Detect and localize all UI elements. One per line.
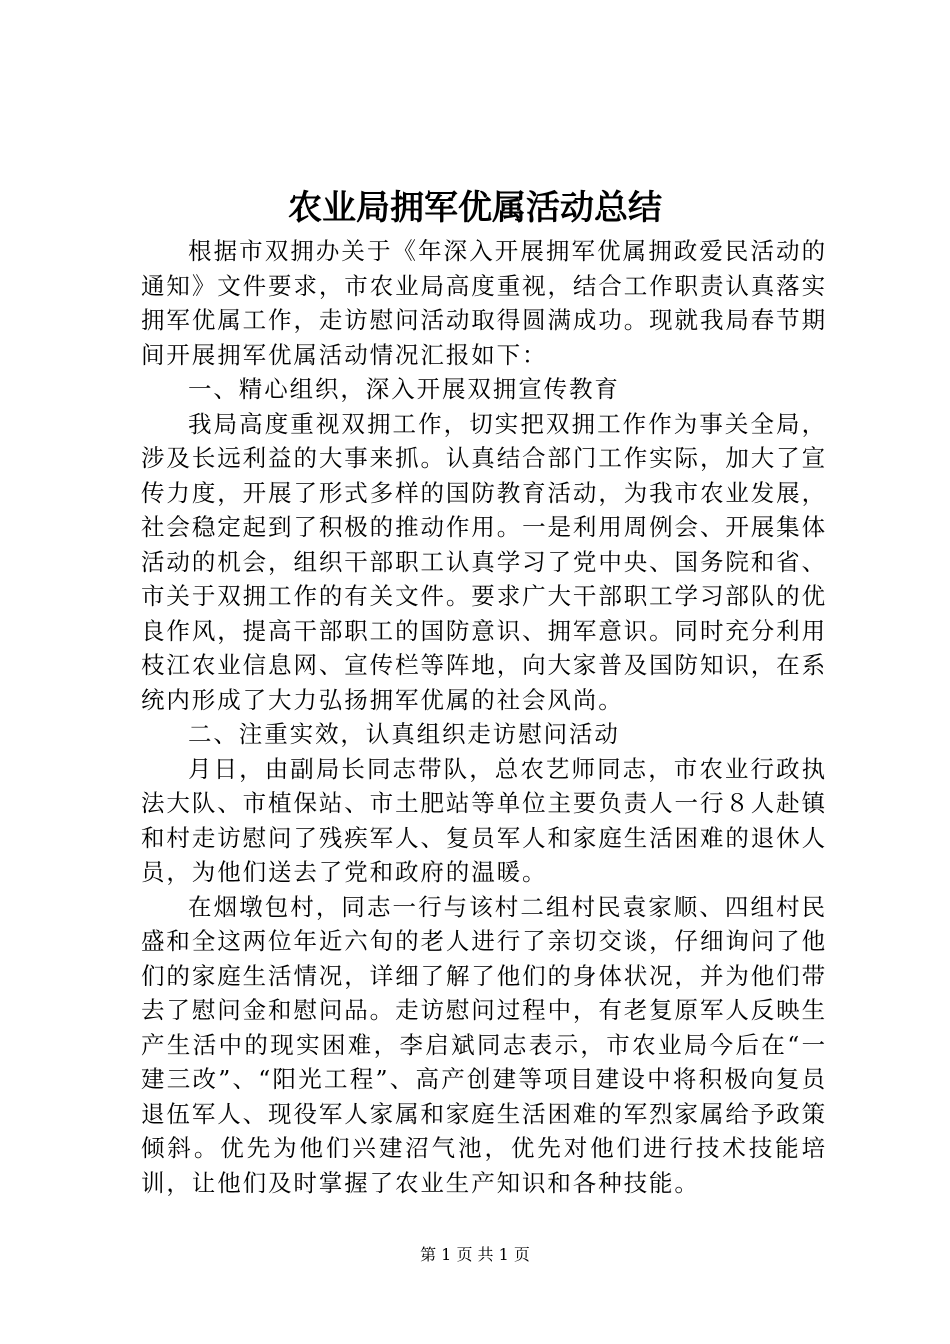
document-body bbox=[141, 234, 827, 1200]
section-1-paragraph: 我局高度重视双拥工作，切实把双拥工作作为事关全局，涉及长远利益的大事来抓。认真结合部门工作实际，加大了宣传力度，开展了形式多样的国防教育活动，为我市农业发展，社会稳定起到了积极的推动作用。一是利用周例会、开展集体活动的机会，组织干部职工认真学习了党中央、国务院和省、市关于双拥工作的有关文件。要求广大干部职工学习部队的优良作风，提高干部职工的国防意识、拥军意识。同时充分利用枝江农业信息网、宣传栏等阵地，向大家普及国防知识，在系统内形成了大力弘扬拥军优属的社会风尚。 bbox=[141, 409, 827, 714]
page-footer: 第 1 页 共 1 页 bbox=[420, 1245, 530, 1264]
section-heading-1: 一、精心组织，深入开展双拥宣传教育 bbox=[188, 375, 620, 403]
section-2-paragraph-2: 在烟墩包村，同志一行与该村二组村民袁家顺、四组村民盛和全这两位年近六旬的老人进行了亲切交谈，仔细询问了他们的家庭生活情况，详细了解了他们的身体状况，并为他们带去了慰问金和慰问品。走访慰问过程中，有老复原军人反映生产生活中的现实困难，李启斌同志表示，市农业局今后在“一建三改”、“阳光工程”、高产创建等项目建设中将积极向复员退伍军人、现役军人家属和家庭生活困难的军烈家属给予政策倾斜。优先为他们兴建沼气池，优先对他们进行技术技能培训，让他们及时掌握了农业生产知识和各种技能。 bbox=[141, 892, 827, 1197]
section-heading-2: 二、注重实效，认真组织走访慰问活动 bbox=[188, 720, 620, 748]
intro-paragraph: 根据市双拥办关于《年深入开展拥军优属拥政爱民活动的通知》文件要求，市农业局高度重视，结合工作职责认真落实拥军优属工作，走访慰问活动取得圆满成功。现就我局春节期间开展拥军优属活动情况汇报如下： bbox=[141, 237, 827, 369]
section-2-paragraph-1: 月日，由副局长同志带队，总农艺师同志，市农业行政执法大队、市植保站、市土肥站等单位主要负责人一行８人赴镇和村走访慰问了残疾军人、复员军人和家庭生活困难的退休人员，为他们送去了党和政府的温暖。 bbox=[141, 754, 827, 886]
document-title: 农业局拥军优属活动总结 bbox=[288, 188, 662, 228]
